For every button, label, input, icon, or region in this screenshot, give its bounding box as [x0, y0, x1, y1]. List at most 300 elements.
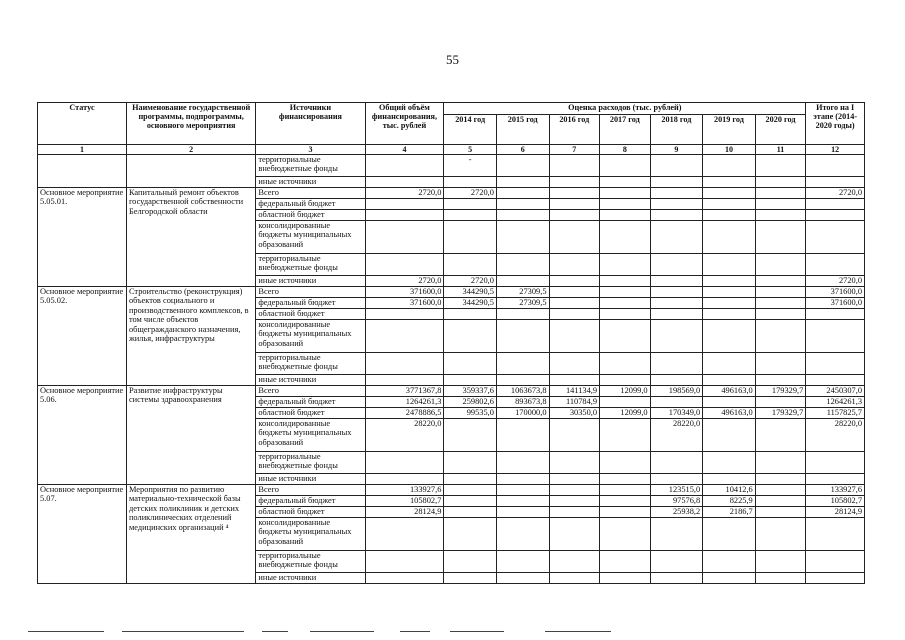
row-value: 359337,6 — [444, 386, 497, 397]
row-value — [365, 375, 444, 386]
row-value — [650, 177, 703, 188]
header-status: Статус — [38, 103, 127, 145]
row-value — [600, 221, 651, 254]
row-value: 170349,0 — [650, 408, 703, 419]
row-value — [703, 254, 756, 276]
column-index-row — [38, 145, 865, 155]
row-value — [755, 155, 806, 177]
row-value — [650, 309, 703, 320]
row-source: Всего — [256, 188, 365, 199]
column-index: 6 — [496, 145, 549, 155]
row-value — [755, 199, 806, 210]
row-value — [549, 353, 600, 375]
row-source: консолидированные бюджеты муниципальных образований — [256, 518, 365, 551]
row-value — [703, 287, 756, 298]
row-value: 2478886,5 — [365, 408, 444, 419]
row-value — [444, 375, 497, 386]
row-value — [806, 254, 865, 276]
row-value: 133927,6 — [365, 485, 444, 496]
row-value — [549, 177, 600, 188]
row-value — [650, 573, 703, 584]
row-value — [600, 507, 651, 518]
row-value — [755, 474, 806, 485]
column-index: 2 — [126, 145, 255, 155]
row-name — [126, 155, 255, 188]
column-index: 5 — [444, 145, 497, 155]
row-value — [806, 375, 865, 386]
row-source: Всего — [256, 287, 365, 298]
row-value — [600, 199, 651, 210]
row-value — [806, 221, 865, 254]
row-value: 27309,5 — [496, 287, 549, 298]
row-value: 2720,0 — [365, 188, 444, 199]
row-value — [496, 375, 549, 386]
row-source: иные источники — [256, 276, 365, 287]
row-value — [496, 474, 549, 485]
row-value — [444, 507, 497, 518]
row-value — [806, 518, 865, 551]
row-value: 344290,5 — [444, 287, 497, 298]
row-value: 371600,0 — [806, 287, 865, 298]
row-value — [755, 485, 806, 496]
row-value — [703, 155, 756, 177]
row-value — [650, 452, 703, 474]
row-value — [496, 353, 549, 375]
row-value — [549, 199, 600, 210]
row-value — [549, 210, 600, 221]
row-value — [600, 188, 651, 199]
row-source: областной бюджет — [256, 309, 365, 320]
column-index: 11 — [755, 145, 806, 155]
row-value — [703, 309, 756, 320]
row-value — [650, 221, 703, 254]
row-value — [600, 210, 651, 221]
row-value — [549, 221, 600, 254]
row-value — [703, 551, 756, 573]
row-value — [496, 320, 549, 353]
row-value — [444, 496, 497, 507]
footer-rule — [0, 631, 905, 635]
row-value — [600, 320, 651, 353]
row-value — [806, 155, 865, 177]
row-value — [496, 188, 549, 199]
row-value — [549, 287, 600, 298]
row-name: Мероприятия по развитию материально-технической базы детских поликлиник и детских поликлинических отделений медицинских организаций ⁴ — [126, 485, 255, 584]
row-value: 496163,0 — [703, 386, 756, 397]
row-value: 99535,0 — [444, 408, 497, 419]
row-value: 371600,0 — [365, 298, 444, 309]
header-year: 2017 год — [600, 115, 651, 145]
row-value — [549, 518, 600, 551]
row-value — [549, 474, 600, 485]
row-value — [549, 507, 600, 518]
row-value — [549, 375, 600, 386]
row-value — [600, 397, 651, 408]
row-source: территориальные внебюджетные фонды — [256, 452, 365, 474]
header-name: Наименование государственной программы, подпрограммы, основного мероприятия — [126, 103, 255, 145]
table-row — [38, 485, 865, 496]
header-total: Общий объём финансирования, тыс. рублей — [365, 103, 444, 145]
row-value — [703, 353, 756, 375]
row-value — [365, 518, 444, 551]
row-value — [755, 298, 806, 309]
row-value — [444, 419, 497, 452]
row-source: областной бюджет — [256, 408, 365, 419]
row-value — [496, 496, 549, 507]
row-value — [444, 210, 497, 221]
row-value: 2720,0 — [444, 188, 497, 199]
row-value — [806, 474, 865, 485]
row-source: консолидированные бюджеты муниципальных образований — [256, 221, 365, 254]
table-row — [38, 188, 865, 199]
row-value: 97576,8 — [650, 496, 703, 507]
row-value — [496, 155, 549, 177]
row-status: Основное мероприятие 5.05.01. — [38, 188, 127, 287]
row-value — [549, 419, 600, 452]
row-value — [365, 309, 444, 320]
row-value — [650, 375, 703, 386]
row-value — [365, 210, 444, 221]
row-source: областной бюджет — [256, 210, 365, 221]
row-value — [703, 397, 756, 408]
row-value — [600, 485, 651, 496]
row-source: федеральный бюджет — [256, 397, 365, 408]
row-value: 893673,8 — [496, 397, 549, 408]
row-value — [650, 276, 703, 287]
row-value — [755, 221, 806, 254]
row-value — [650, 155, 703, 177]
header-stage-total: Итого на I этапе (2014-2020 годы) — [806, 103, 865, 145]
row-value — [444, 551, 497, 573]
row-source: Всего — [256, 485, 365, 496]
row-value: 27309,5 — [496, 298, 549, 309]
row-value — [496, 419, 549, 452]
row-value — [755, 551, 806, 573]
row-value — [600, 309, 651, 320]
row-source: иные источники — [256, 573, 365, 584]
row-value — [549, 485, 600, 496]
row-source: федеральный бюджет — [256, 496, 365, 507]
row-source: иные источники — [256, 375, 365, 386]
row-value — [496, 485, 549, 496]
row-value — [806, 452, 865, 474]
row-value — [703, 419, 756, 452]
row-source: федеральный бюджет — [256, 199, 365, 210]
row-value — [650, 397, 703, 408]
row-value — [755, 375, 806, 386]
table-row — [38, 287, 865, 298]
row-value — [600, 452, 651, 474]
row-name: Строительство (реконструкция) объектов социального и производственного комплексов, в том числе объектов общегражданского назначения, жилья, инфраструктуры — [126, 287, 255, 386]
table-row — [38, 386, 865, 397]
column-index: 3 — [256, 145, 365, 155]
row-value — [365, 474, 444, 485]
header-year: 2019 год — [703, 115, 756, 145]
row-value — [600, 298, 651, 309]
row-value — [650, 551, 703, 573]
row-value — [703, 573, 756, 584]
row-source: консолидированные бюджеты муниципальных образований — [256, 419, 365, 452]
row-value — [600, 518, 651, 551]
row-value — [444, 177, 497, 188]
row-value: 344290,5 — [444, 298, 497, 309]
row-value: 141134,9 — [549, 386, 600, 397]
row-value — [650, 518, 703, 551]
row-value — [755, 518, 806, 551]
row-value — [755, 419, 806, 452]
row-value — [703, 188, 756, 199]
row-value — [444, 199, 497, 210]
row-value — [600, 177, 651, 188]
header-year: 2014 год — [444, 115, 497, 145]
row-source: территориальные внебюджетные фонды — [256, 155, 365, 177]
row-value — [549, 551, 600, 573]
row-value — [755, 573, 806, 584]
row-value — [549, 309, 600, 320]
row-value — [549, 320, 600, 353]
row-value — [365, 573, 444, 584]
row-value: 28220,0 — [806, 419, 865, 452]
row-value — [600, 155, 651, 177]
row-value: 1063673,8 — [496, 386, 549, 397]
row-value — [365, 551, 444, 573]
row-value — [806, 199, 865, 210]
row-value — [755, 452, 806, 474]
row-value — [650, 199, 703, 210]
row-value — [755, 507, 806, 518]
row-value — [365, 254, 444, 276]
row-value: 2720,0 — [806, 188, 865, 199]
row-value — [703, 298, 756, 309]
row-value — [650, 353, 703, 375]
row-value — [755, 496, 806, 507]
row-value — [496, 309, 549, 320]
column-index: 10 — [703, 145, 756, 155]
row-value — [496, 276, 549, 287]
row-value — [806, 309, 865, 320]
column-index: 9 — [650, 145, 703, 155]
row-value: 123515,0 — [650, 485, 703, 496]
row-value — [755, 287, 806, 298]
row-value — [703, 518, 756, 551]
row-value — [365, 155, 444, 177]
row-value: 28124,9 — [365, 507, 444, 518]
row-value: 179329,7 — [755, 386, 806, 397]
row-value — [496, 221, 549, 254]
row-value — [496, 518, 549, 551]
row-value: 371600,0 — [365, 287, 444, 298]
row-value — [755, 188, 806, 199]
row-value — [600, 573, 651, 584]
row-value: 179329,7 — [755, 408, 806, 419]
row-value: 496163,0 — [703, 408, 756, 419]
row-value: 12099,0 — [600, 386, 651, 397]
row-value — [549, 496, 600, 507]
row-value — [600, 474, 651, 485]
column-index: 1 — [38, 145, 127, 155]
row-name: Капитальный ремонт объектов государственной собственности Белгородской области — [126, 188, 255, 287]
row-value — [703, 320, 756, 353]
row-value — [806, 177, 865, 188]
row-value — [755, 320, 806, 353]
row-value — [703, 276, 756, 287]
row-value: 133927,6 — [806, 485, 865, 496]
row-value: 28220,0 — [650, 419, 703, 452]
row-value — [444, 573, 497, 584]
header-source: Источники финансирования — [256, 103, 365, 145]
row-value — [650, 210, 703, 221]
page-number: 55 — [446, 52, 459, 67]
row-value: 259802,6 — [444, 397, 497, 408]
row-value — [365, 199, 444, 210]
column-index: 12 — [806, 145, 865, 155]
row-source: иные источники — [256, 177, 365, 188]
row-value — [496, 573, 549, 584]
row-value: 10412,6 — [703, 485, 756, 496]
row-value: 1264261,3 — [806, 397, 865, 408]
row-value — [549, 188, 600, 199]
row-source: территориальные внебюджетные фонды — [256, 254, 365, 276]
header-year: 2016 год — [549, 115, 600, 145]
row-value — [496, 177, 549, 188]
row-value — [365, 221, 444, 254]
row-value — [755, 353, 806, 375]
row-value — [703, 210, 756, 221]
row-value — [755, 397, 806, 408]
row-status: Основное мероприятие 5.07. — [38, 485, 127, 584]
row-source: территориальные внебюджетные фонды — [256, 353, 365, 375]
row-value — [496, 199, 549, 210]
row-status: Основное мероприятие 5.05.02. — [38, 287, 127, 386]
row-value: 110784,9 — [549, 397, 600, 408]
row-value — [755, 309, 806, 320]
row-value — [444, 474, 497, 485]
row-value — [496, 452, 549, 474]
row-value — [365, 452, 444, 474]
row-value — [650, 474, 703, 485]
row-value: 28220,0 — [365, 419, 444, 452]
row-value — [444, 452, 497, 474]
row-value — [600, 496, 651, 507]
row-value — [650, 298, 703, 309]
row-value — [600, 551, 651, 573]
header-year: 2015 год — [496, 115, 549, 145]
row-value: - — [444, 155, 497, 177]
row-source: областной бюджет — [256, 507, 365, 518]
row-value — [549, 452, 600, 474]
row-source: Всего — [256, 386, 365, 397]
header-estimate: Оценка расходов (тыс. рублей) — [444, 103, 806, 115]
row-value — [755, 177, 806, 188]
row-value — [600, 254, 651, 276]
row-value: 1264261,3 — [365, 397, 444, 408]
row-value — [600, 419, 651, 452]
row-value: 30350,0 — [549, 408, 600, 419]
row-value: 2450307,0 — [806, 386, 865, 397]
row-value — [365, 353, 444, 375]
row-value — [549, 573, 600, 584]
table-row — [38, 155, 865, 177]
row-value: 2186,7 — [703, 507, 756, 518]
row-value — [549, 254, 600, 276]
row-value — [806, 320, 865, 353]
column-index: 4 — [365, 145, 444, 155]
row-value — [496, 210, 549, 221]
row-value: 25938,2 — [650, 507, 703, 518]
row-value — [496, 254, 549, 276]
row-value — [703, 452, 756, 474]
row-value — [806, 551, 865, 573]
row-status — [38, 155, 127, 188]
row-value — [600, 287, 651, 298]
row-value — [703, 199, 756, 210]
row-value — [549, 276, 600, 287]
row-value — [703, 474, 756, 485]
row-value — [444, 518, 497, 551]
row-value: 3771367,8 — [365, 386, 444, 397]
budget-table — [37, 102, 865, 584]
row-value: 2720,0 — [365, 276, 444, 287]
row-value — [755, 210, 806, 221]
row-source: территориальные внебюджетные фонды — [256, 551, 365, 573]
row-value: 8225,9 — [703, 496, 756, 507]
row-value — [496, 507, 549, 518]
row-value: 12099,0 — [600, 408, 651, 419]
row-value — [549, 155, 600, 177]
row-value: 105802,7 — [365, 496, 444, 507]
row-value — [703, 177, 756, 188]
row-value — [650, 287, 703, 298]
row-value: 1157825,7 — [806, 408, 865, 419]
row-value — [444, 485, 497, 496]
row-value — [365, 320, 444, 353]
row-value: 170000,0 — [496, 408, 549, 419]
row-value — [650, 188, 703, 199]
column-index: 7 — [549, 145, 600, 155]
row-value — [365, 177, 444, 188]
row-value — [444, 309, 497, 320]
row-value — [703, 375, 756, 386]
row-value — [600, 353, 651, 375]
row-source: консолидированные бюджеты муниципальных образований — [256, 320, 365, 353]
row-value — [444, 320, 497, 353]
row-value: 2720,0 — [444, 276, 497, 287]
column-index: 8 — [600, 145, 651, 155]
row-value — [496, 551, 549, 573]
row-value: 371600,0 — [806, 298, 865, 309]
row-source: федеральный бюджет — [256, 298, 365, 309]
row-value: 105802,7 — [806, 496, 865, 507]
row-value — [444, 221, 497, 254]
row-value — [600, 375, 651, 386]
row-source: иные источники — [256, 474, 365, 485]
row-value: 198569,0 — [650, 386, 703, 397]
row-value — [703, 221, 756, 254]
row-value — [755, 276, 806, 287]
row-value — [444, 254, 497, 276]
row-status: Основное мероприятие 5.06. — [38, 386, 127, 485]
row-value: 28124,9 — [806, 507, 865, 518]
row-value — [806, 210, 865, 221]
row-value — [444, 353, 497, 375]
row-value — [806, 353, 865, 375]
row-value — [755, 254, 806, 276]
row-value — [806, 573, 865, 584]
row-name: Развитие инфраструктуры системы здравоохранения — [126, 386, 255, 485]
row-value — [600, 276, 651, 287]
header-year: 2020 год — [755, 115, 806, 145]
row-value — [650, 254, 703, 276]
